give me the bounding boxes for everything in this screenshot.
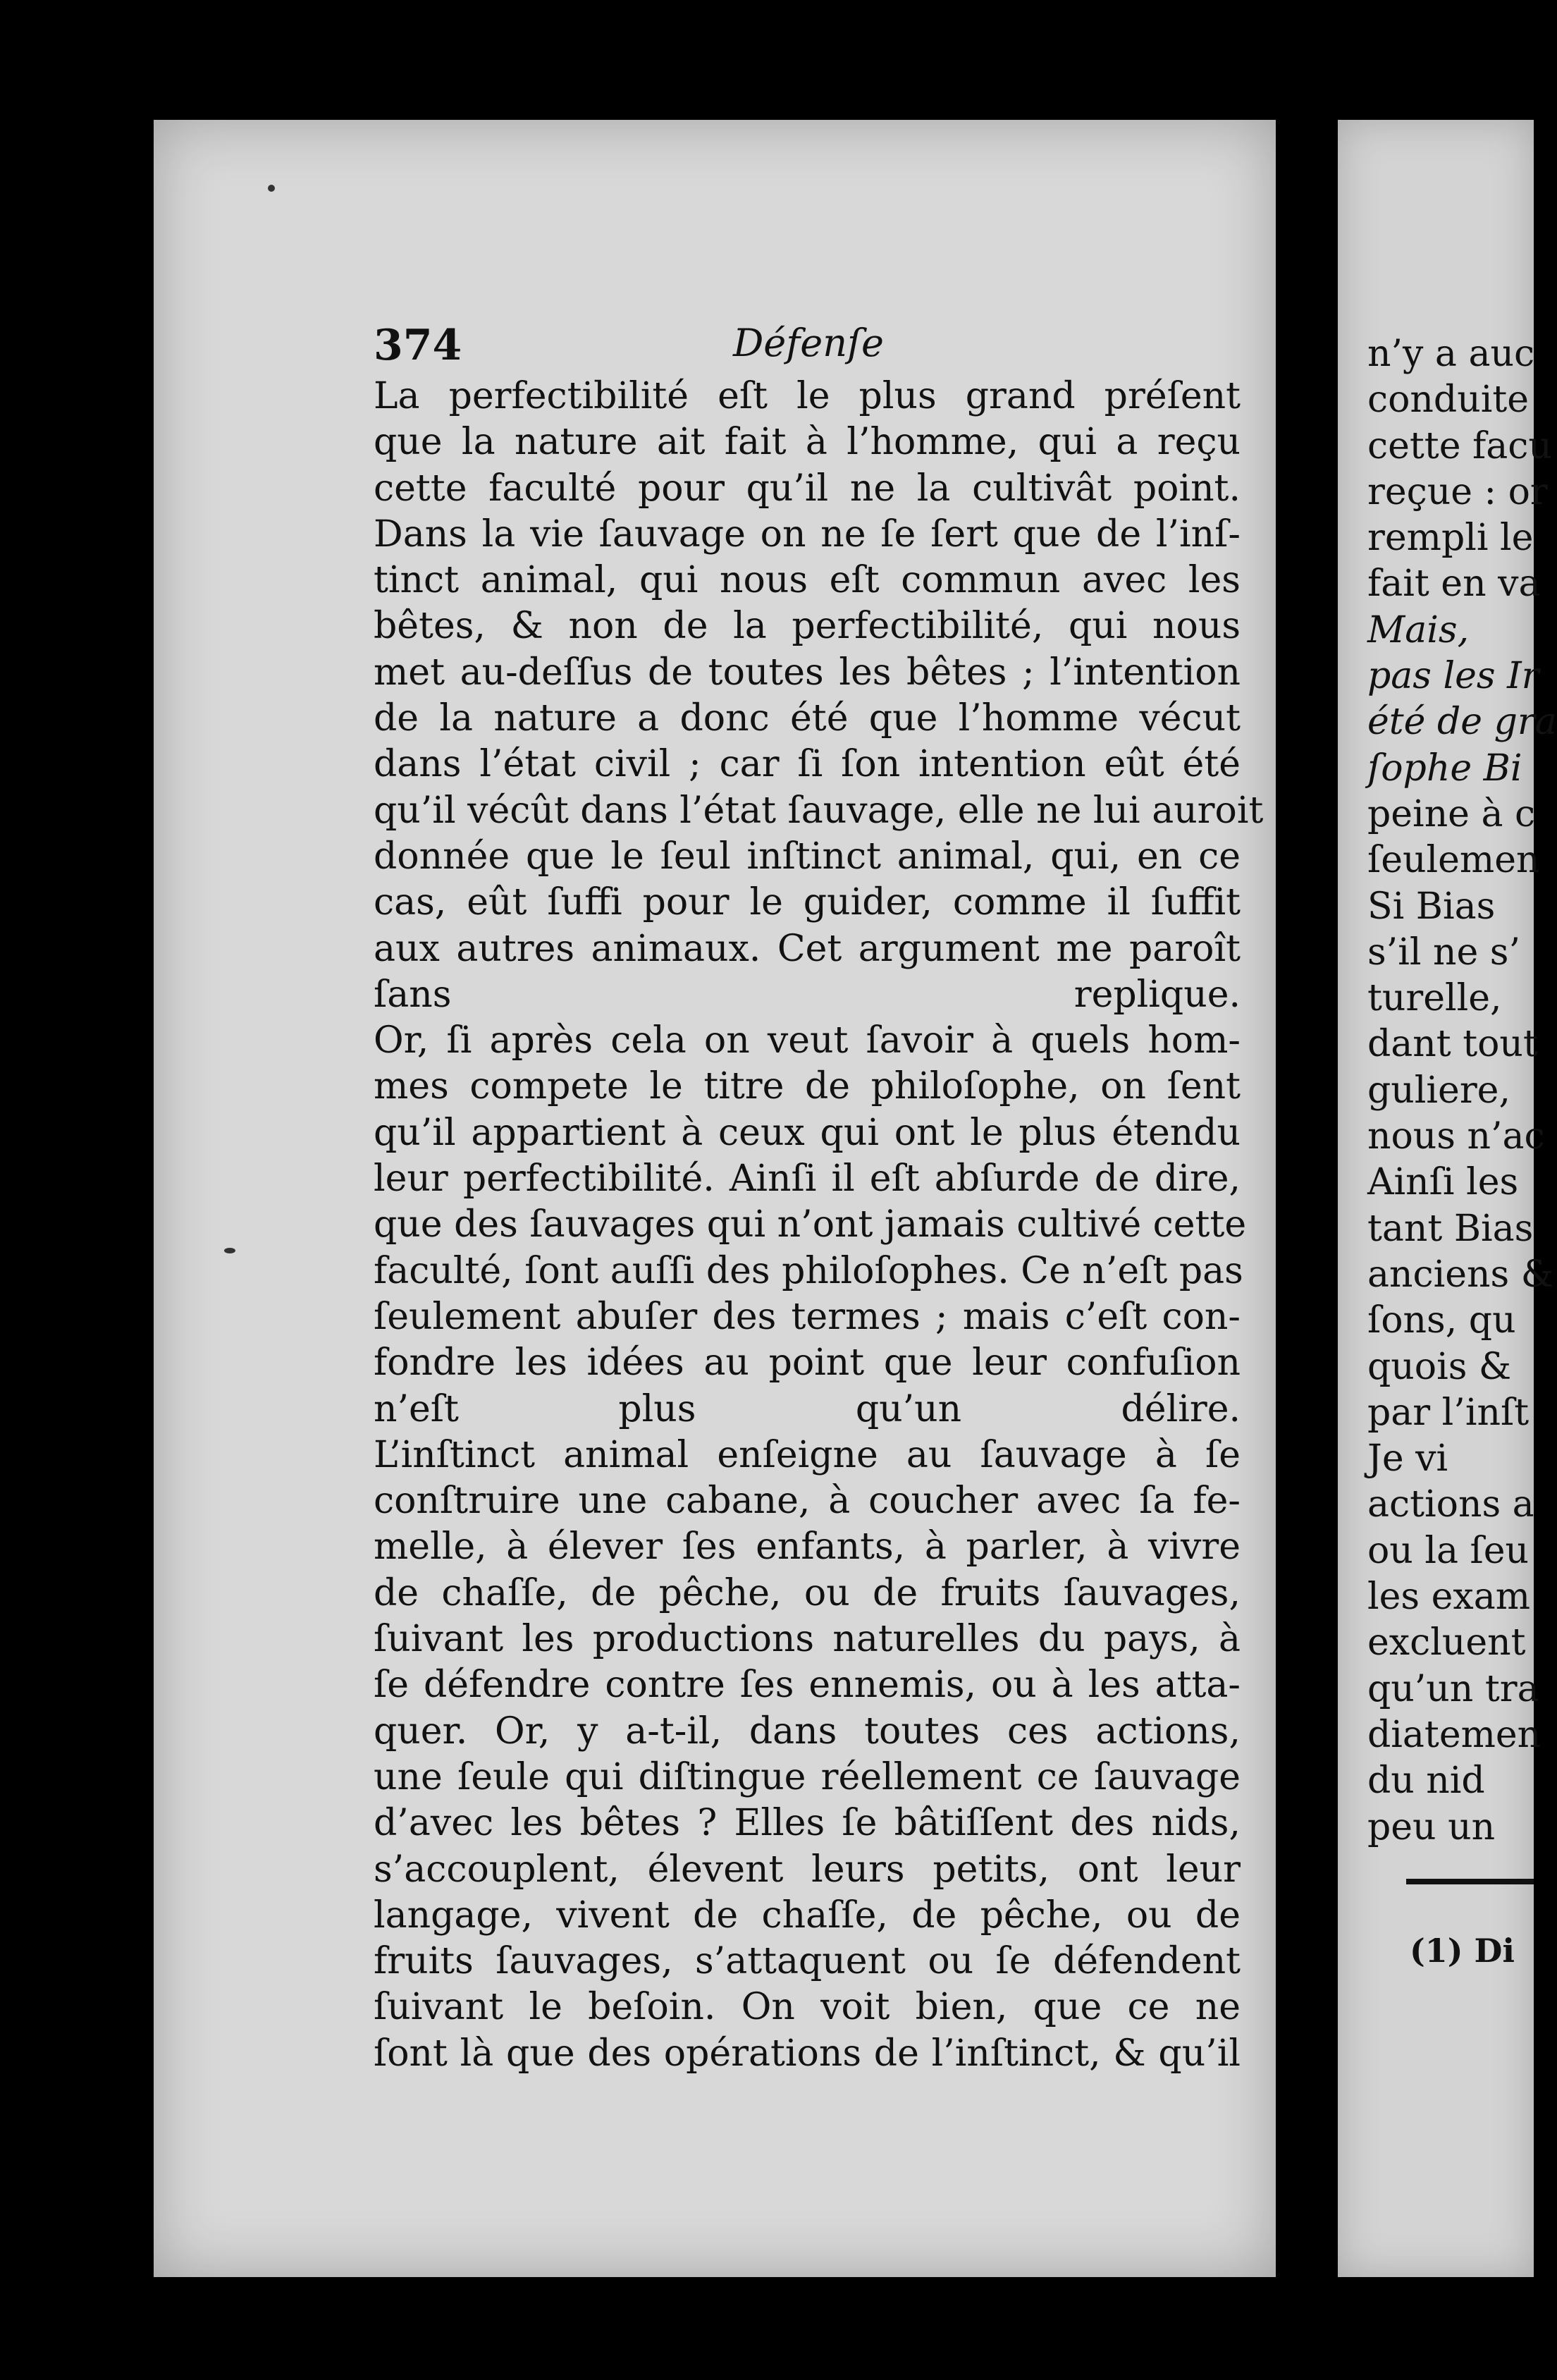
text-line: nous n’ac bbox=[1367, 1115, 1545, 1158]
text-line: guliere, bbox=[1367, 1069, 1510, 1112]
text-line: fait en va bbox=[1367, 563, 1541, 606]
text-line: ſeulemen bbox=[1367, 839, 1540, 882]
text-line: ſeulement abuſer des termes ; mais c’eſt con- bbox=[374, 1295, 1241, 1338]
text-line: ſons, qu bbox=[1367, 1299, 1516, 1342]
text-line: ſe défendre contre ſes ennemis, ou à les atta- bbox=[374, 1664, 1241, 1707]
right-page-body bbox=[1367, 331, 1557, 1851]
text-line: ſuivant les productions naturelles du pays, à bbox=[374, 1618, 1241, 1661]
text-line: mes compete le titre de philoſophe, on ſent bbox=[374, 1065, 1241, 1108]
text-line: aux autres animaux. Cet argument me paroît bbox=[374, 927, 1241, 970]
text-line: par l’inſt bbox=[1367, 1391, 1530, 1434]
text-line: ſont là que des opérations de l’inſtinct, & qu’il bbox=[374, 2032, 1241, 2075]
text-line: les exam bbox=[1367, 1576, 1531, 1619]
text-line: quer. Or, y a-t-il, dans toutes ces actions, bbox=[374, 1710, 1241, 1753]
text-line: faculté, ſont auſſi des philoſophes. Ce n’eſt pas bbox=[374, 1249, 1243, 1292]
text-line: été de gra bbox=[1367, 701, 1557, 744]
text-line: ſophe Bi bbox=[1367, 747, 1522, 790]
text-line: ſuivant le beſoin. On voit bien, que ce ne bbox=[374, 1986, 1241, 2029]
text-line: dans l’état civil ; car ſi ſon intention eût été bbox=[374, 743, 1241, 786]
text-line: d’avec les bêtes ? Elles ſe bâtiſſent des nids, bbox=[374, 1802, 1241, 1845]
text-line: L’inſtinct animal enſeigne au ſauvage à ſe bbox=[374, 1433, 1241, 1476]
dust-speck bbox=[268, 185, 275, 192]
text-line: s’accouplent, élevent leurs petits, ont leur bbox=[374, 1848, 1241, 1891]
text-line: pas les Ir bbox=[1367, 655, 1539, 698]
text-line: diatemen bbox=[1367, 1713, 1541, 1756]
text-line: reçue : or bbox=[1367, 470, 1548, 513]
text-line: s’il ne s’ bbox=[1367, 931, 1521, 974]
text-line: leur perfectibilité. Ainſi il eſt abſurde de dire, bbox=[374, 1158, 1241, 1201]
text-line: du nid bbox=[1367, 1760, 1485, 1803]
text-line: n’eſt plus qu’un délire. bbox=[374, 1387, 1241, 1430]
text-line: Si Bias bbox=[1367, 885, 1496, 928]
text-line: quois & bbox=[1367, 1345, 1512, 1388]
text-line: bêtes, & non de la perfectibilité, qui nous bbox=[374, 605, 1241, 648]
text-line: Je vi bbox=[1367, 1437, 1448, 1480]
text-line: ſans replique. bbox=[374, 973, 1241, 1016]
text-line: conduite bbox=[1367, 379, 1529, 422]
running-head: Défenſe bbox=[733, 321, 884, 365]
text-line: de chaſſe, de pêche, ou de fruits ſauvages, bbox=[374, 1571, 1241, 1614]
footnote: (1) Di bbox=[1410, 1932, 1515, 1970]
text-line: excluent bbox=[1367, 1621, 1526, 1664]
left-page-body bbox=[374, 374, 1264, 2077]
text-line: n’y a auc bbox=[1367, 333, 1535, 375]
text-line: fondre les idées au point que leur confuſion bbox=[374, 1342, 1241, 1385]
text-line: Dans la vie ſauvage on ne ſe ſert que de l’inſ- bbox=[374, 513, 1241, 556]
text-line: dant tout bbox=[1367, 1023, 1538, 1066]
text-line: anciens & bbox=[1367, 1253, 1554, 1296]
text-line: langage, vivent de chaſſe, de pêche, ou de bbox=[374, 1894, 1241, 1937]
text-line: que des ſauvages qui n’ont jamais cultivé cette bbox=[374, 1203, 1247, 1246]
dust-speck bbox=[224, 1248, 235, 1253]
text-line: tant Bias bbox=[1367, 1207, 1534, 1250]
text-line: cette facu bbox=[1367, 424, 1552, 467]
book-gutter bbox=[1281, 113, 1338, 2284]
text-line: La perfectibilité eſt le plus grand préſent bbox=[374, 375, 1241, 417]
text-line: Ainſi les bbox=[1367, 1161, 1519, 1204]
text-line: Or, ſi après cela on veut ſavoir à quels hom- bbox=[374, 1019, 1241, 1062]
text-line: rempli le bbox=[1367, 517, 1534, 560]
text-line: qu’un tra bbox=[1367, 1667, 1539, 1710]
text-line: cette faculté pour qu’il ne la cultivât point. bbox=[374, 467, 1241, 510]
text-line: cas, eût ſuffi pour le guider, comme il ſuffit bbox=[374, 881, 1241, 924]
text-line: qu’il vécût dans l’état ſauvage, elle ne lui auroit bbox=[374, 789, 1264, 832]
text-line: Mais, bbox=[1367, 608, 1470, 651]
text-line: une ſeule qui diſtingue réellement ce ſauvage bbox=[374, 1755, 1241, 1798]
text-line: de la nature a donc été que l’homme vécut bbox=[374, 697, 1241, 740]
text-line: turelle, bbox=[1367, 977, 1502, 1020]
text-line: fruits ſauvages, s’attaquent ou ſe défendent bbox=[374, 1940, 1241, 1983]
page-number: 374 bbox=[374, 321, 462, 370]
text-line: melle, à élever ſes enfants, à parler, à vivre bbox=[374, 1526, 1241, 1569]
text-line: peu un bbox=[1367, 1805, 1496, 1848]
text-line: peine à c bbox=[1367, 792, 1536, 835]
text-line: que la nature ait fait à l’homme, qui a reçu bbox=[374, 421, 1241, 464]
text-line: met au-deſſus de toutes les bêtes ; l’intention bbox=[374, 651, 1241, 694]
text-line: tinct animal, qui nous eſt commun avec les bbox=[374, 559, 1241, 602]
text-line: donnée que le ſeul inſtinct animal, qui, en ce bbox=[374, 835, 1241, 878]
text-line: actions a bbox=[1367, 1483, 1534, 1526]
footnote-rule bbox=[1406, 1879, 1534, 1884]
text-line: conſtruire une cabane, à coucher avec ſa fe- bbox=[374, 1480, 1241, 1523]
text-line: ou la ſeu bbox=[1367, 1529, 1529, 1572]
page-header bbox=[374, 321, 1241, 370]
text-line: qu’il appartient à ceux qui ont le plus étendu bbox=[374, 1111, 1241, 1154]
